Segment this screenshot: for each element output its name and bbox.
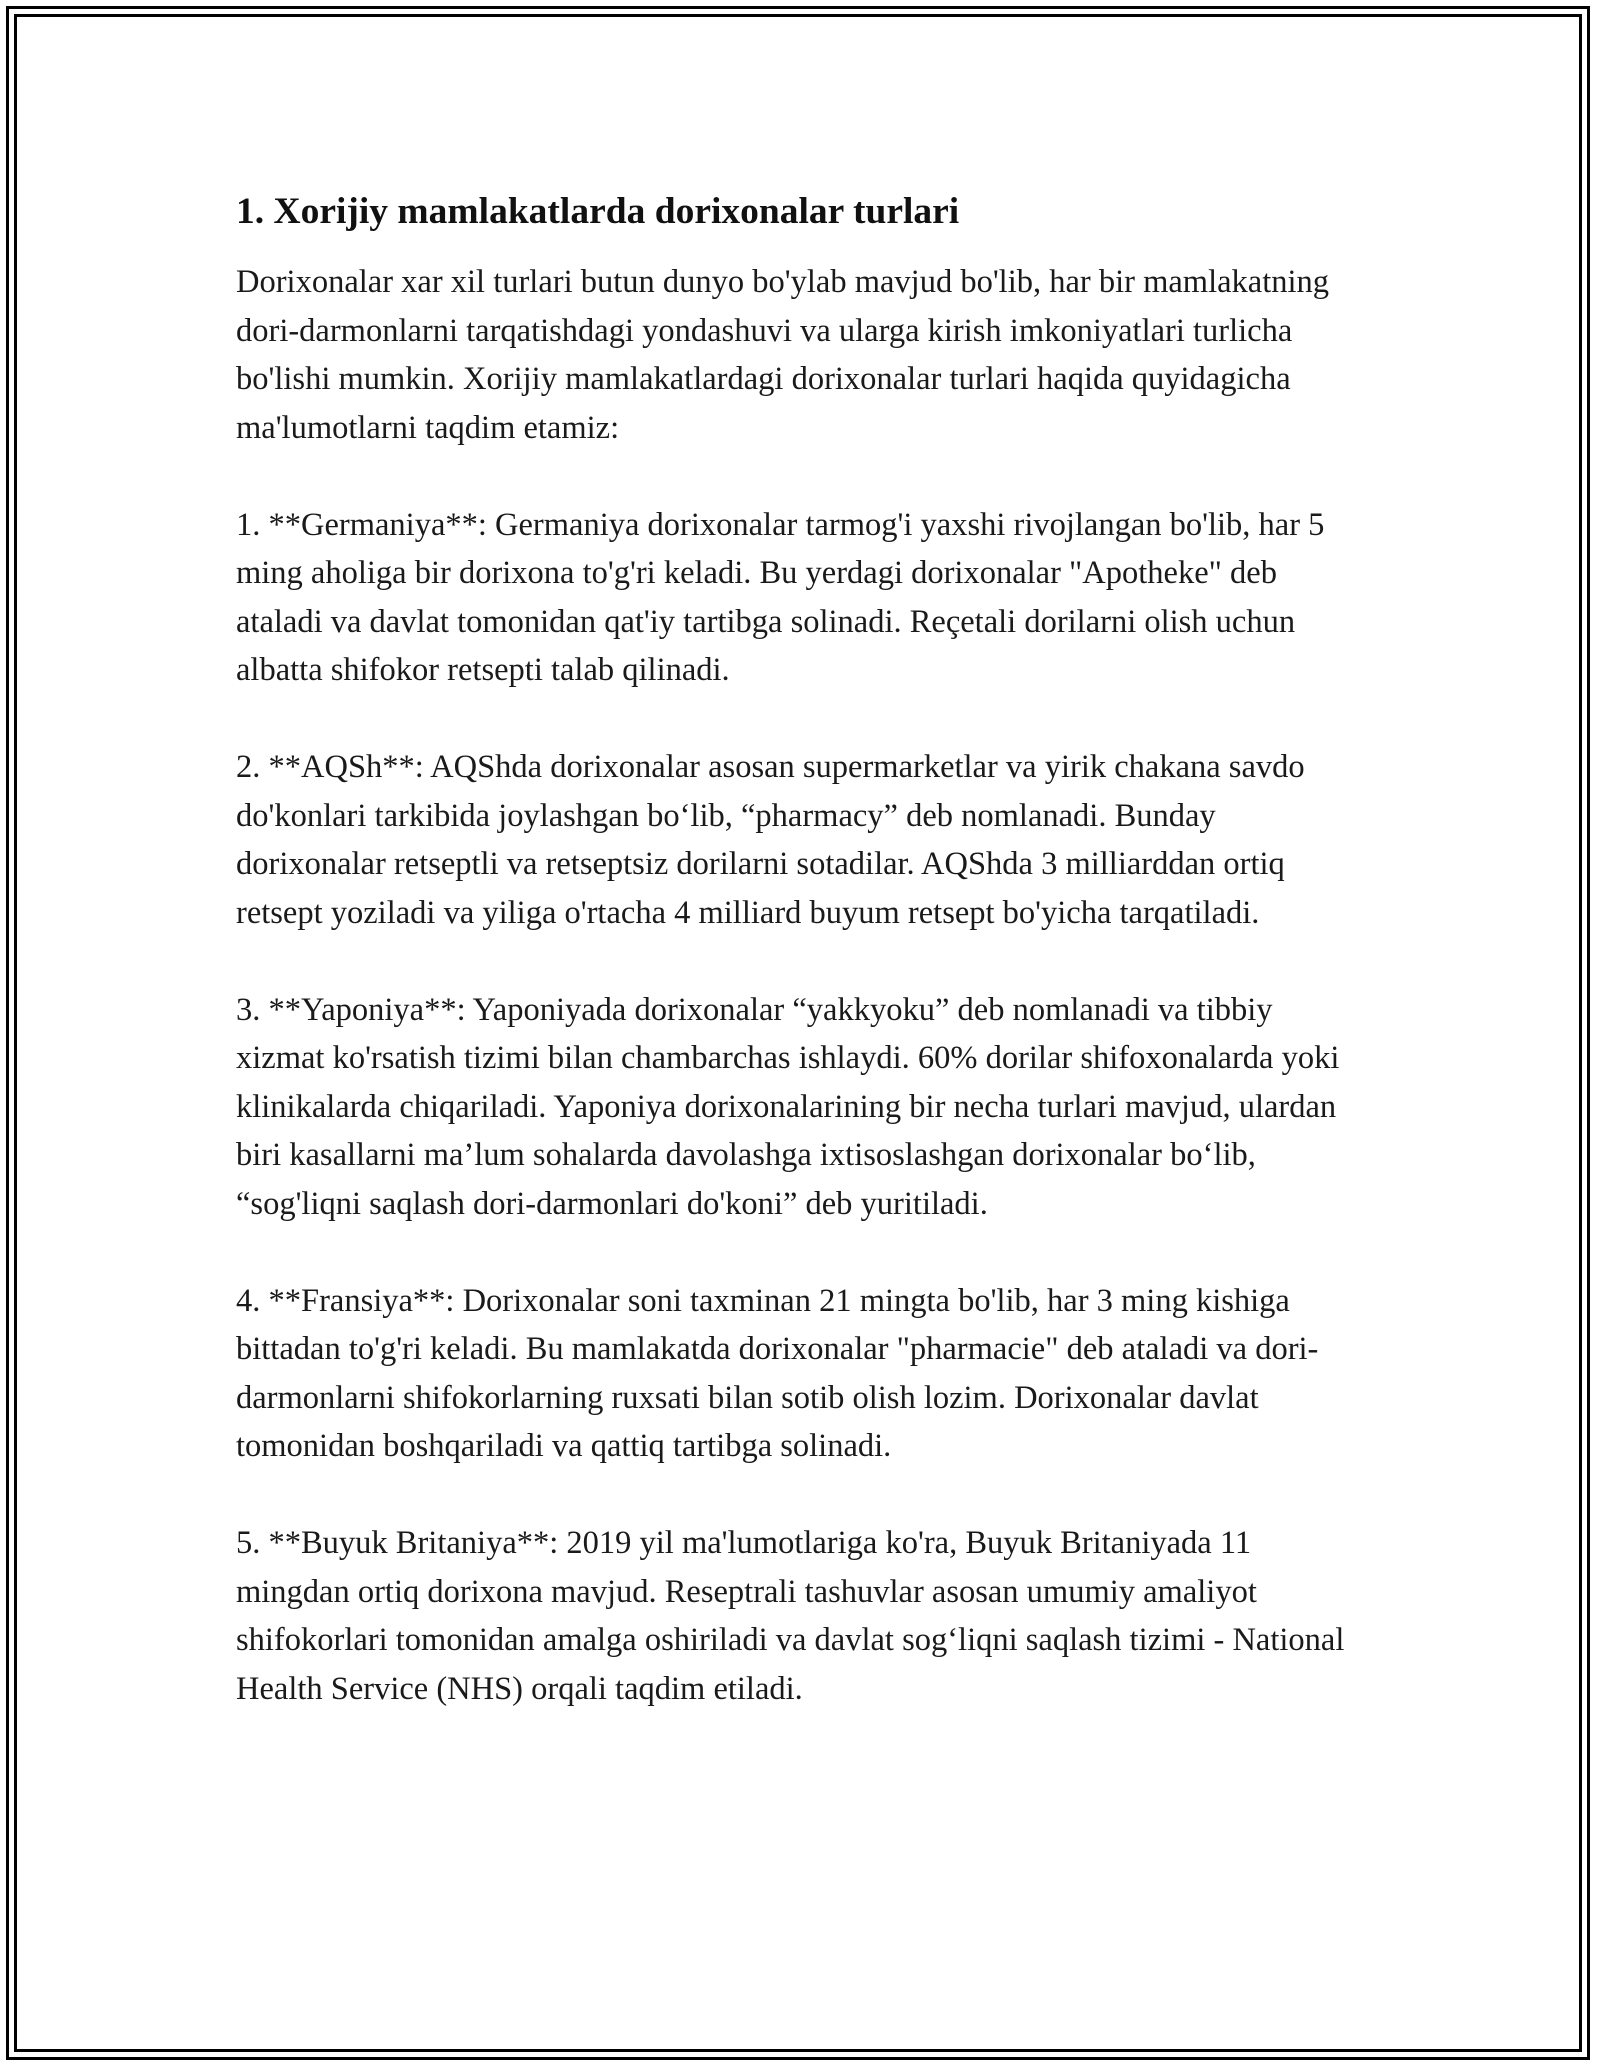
usa-paragraph: 2. **AQSh**: AQShda dorixonalar asosan supermarketlar va yirik chakana savdo do'konlari tarkibida joylashgan bo‘lib, “pharmacy” deb nomlanadi. Bunday dorixonalar retseptli va retseptsiz dorilarni sotadilar. AQShda 3 milliarddan ortiq retsept yoziladi va yiliga o'rtacha 4 milliard buyum retsept bo'yicha tarqatiladi.: [236, 749, 1305, 931]
japan-paragraph: 3. **Yaponiya**: Yaponiyada dorixonalar “yakkyoku” deb nomlanadi va tibbiy xizmat ko'rsatish tizimi bilan chambarchas ishlaydi. 60% dorilar shifoxonalarda yoki klinikalarda chiqariladi. Yaponiya dorixonalarining bir necha turlari mavjud, ulardan biri kasallarni ma’lum sohalarda davolashga ixtisoslashgan dorixonalar bo‘lib, “sog'liqni saqlash dori-darmonlari do'koni” deb yuritiladi.: [236, 991, 1340, 1222]
uk-paragraph: 5. **Buyuk Britaniya**: 2019 yil ma'lumotlariga ko'ra, Buyuk Britaniyada 11 mingdan ortiq dorixona mavjud. Reseptrali tashuvlar asosan umumiy amaliyot shifokorlari tomonidan amalga oshiriladi va davlat sog‘liqni saqlash tizimi - National Health Service (NHS) orqali taqdim etiladi.: [236, 1525, 1345, 1707]
section-heading: 1. Xorijiy mamlakatlarda dorixonalar turlari: [236, 191, 960, 232]
intro-paragraph: Dorixonalar xar xil turlari butun dunyo bo'ylab mavjud bo'lib, har bir mamlakatning dori-darmonlarni tarqatishdagi yondashuvi va ularga kirish imkoniyatlari turlicha bo'lishi mumkin. Xorijiy mamlakatlardagi dorixonalar turlari haqida quyidagicha ma'lumotlarni taqdim etamiz:: [236, 264, 1330, 446]
germany-paragraph: 1. **Germaniya**: Germaniya dorixonalar tarmog'i yaxshi rivojlangan bo'lib, har 5 ming aholiga bir dorixona to'g'ri keladi. Bu yerdagi dorixonalar "Apotheke" deb ataladi va davlat tomonidan qat'iy tartibga solinadi. Reçetali dorilarni olish uchun albatta shifokor retsepti talab qilinadi.: [236, 506, 1325, 688]
france-paragraph: 4. **Fransiya**: Dorixonalar soni taxminan 21 mingta bo'lib, har 3 ming kishiga bittadan to'g'ri keladi. Bu mamlakatda dorixonalar "pharmacie" deb ataladi va dori-darmonlarni shifokorlarning ruxsati bilan sotib olish lozim. Dorixonalar davlat tomonidan boshqariladi va qattiq tartibga solinadi.: [236, 1282, 1319, 1464]
document-body: [236, 186, 1366, 1713]
